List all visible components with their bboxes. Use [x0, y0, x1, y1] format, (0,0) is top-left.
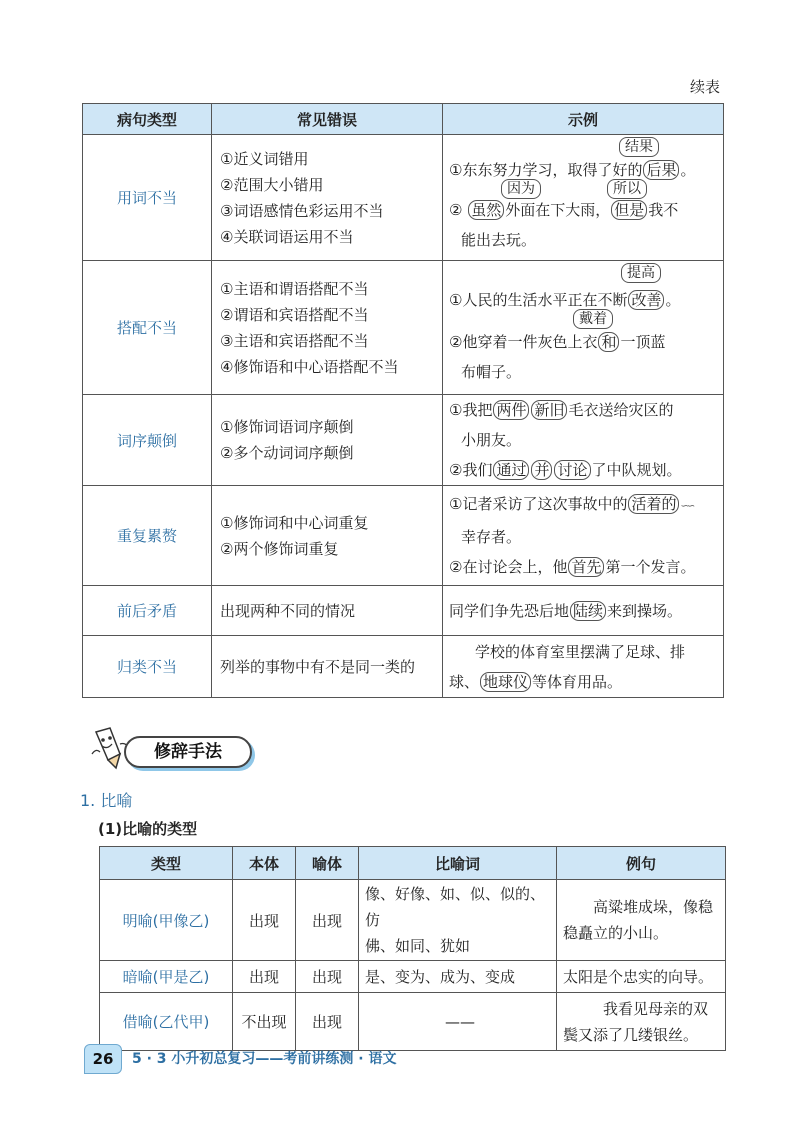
error-item: ①主语和谓语搭配不当	[220, 279, 369, 298]
correction-note: 戴着	[573, 309, 613, 329]
example-line: 幸存者。	[461, 528, 522, 546]
example-text: 了中队规划。	[591, 461, 682, 479]
example-line: 小朋友。	[461, 431, 522, 449]
col-header-examples: 示例	[443, 104, 724, 135]
example-text: ②在讨论会上，他	[449, 558, 568, 576]
marked-word: 两件	[493, 400, 529, 420]
error-item: ②两个修饰词重复	[220, 539, 339, 558]
col-header: 比喻词	[359, 847, 557, 880]
row-errors	[212, 395, 443, 486]
col-header: 喻体	[296, 847, 359, 880]
example-text: 。	[680, 160, 696, 179]
example-line	[449, 310, 723, 357]
row-errors	[212, 261, 443, 395]
marked-word: 陆续	[570, 601, 606, 621]
row-type: 归类不当	[83, 636, 212, 698]
example-line: 鬓又添了几缕银丝。	[563, 1025, 699, 1044]
example-line: 我看见母亲的双	[603, 999, 709, 1018]
example-line: 能出去玩。	[461, 230, 537, 249]
example-text: ①记者采访了这次事故中的	[449, 495, 628, 513]
example-text: 球、	[449, 672, 480, 691]
metaphor-words	[359, 880, 557, 961]
row-examples	[443, 135, 724, 261]
col-header: 例句	[557, 847, 726, 880]
metaphor-words-line: ——	[445, 1012, 475, 1031]
marked-word: 地球仪	[480, 672, 531, 692]
row-examples	[443, 586, 724, 636]
example-line: 太阳是个忠实的向导。	[563, 967, 714, 986]
metaphor-type: 暗喻(甲是乙)	[100, 961, 233, 993]
example-line	[449, 155, 723, 185]
example-line: 学校的体育室里摆满了足球、排	[475, 642, 686, 661]
metaphor-type: 明喻(甲像乙)	[100, 880, 233, 961]
correction-note: 因为	[501, 179, 541, 199]
marked-word: 通过	[493, 460, 529, 480]
marked-word: 首先	[568, 557, 604, 577]
marked-word: 后果	[643, 160, 679, 180]
example-text: 我不	[648, 200, 679, 219]
example-text: 外面在下大雨，	[505, 200, 611, 219]
example-line: 高粱堆成垛，像稳	[593, 898, 714, 916]
marked-word: 并	[531, 460, 552, 480]
metaphor-words-line: 像、好像、如、似、似的、仿	[365, 885, 546, 929]
squiggle-mark: ∽∽	[680, 501, 694, 512]
table-row	[83, 135, 724, 261]
marked-word: 虽然	[468, 200, 504, 220]
vehicle-cell: 出现	[296, 880, 359, 961]
error-item: ③主语和宾语搭配不当	[220, 331, 369, 350]
marked-word: 新旧	[531, 400, 567, 420]
error-item: ②范围大小错用	[220, 175, 324, 194]
row-errors	[212, 135, 443, 261]
metaphor-words-line: 佛、如同、犹如	[365, 937, 471, 955]
col-header: 类型	[100, 847, 233, 880]
metaphor-words-line: 是、变为、成为、变成	[365, 967, 516, 986]
example-text: 。	[665, 290, 681, 309]
example-sentence	[557, 961, 726, 993]
error-item: ②多个动词词序颠倒	[220, 444, 354, 462]
metaphor-words	[359, 961, 557, 993]
example-line	[449, 180, 723, 225]
metaphor-types-table	[99, 846, 726, 1051]
table-row	[100, 993, 726, 1051]
vehicle-cell: 出现	[296, 961, 359, 993]
example-line	[449, 395, 723, 425]
example-text: ①人民的生活水平正在不断	[449, 290, 628, 309]
error-item: ①近义词错用	[220, 149, 309, 168]
vehicle-cell: 出现	[296, 993, 359, 1051]
marked-word: 讨论	[554, 460, 590, 480]
table-row	[100, 880, 726, 961]
error-item: 出现两种不同的情况	[220, 601, 356, 620]
marked-word: 活着的	[628, 494, 679, 514]
marked-word: 改善	[628, 290, 664, 310]
subsection-title: 1. 比喻	[80, 791, 133, 810]
error-item: ④关联词语运用不当	[220, 227, 354, 246]
row-errors	[212, 636, 443, 698]
error-item: 列举的事物中有不是同一类的	[220, 657, 416, 676]
row-examples	[443, 261, 724, 395]
table-row	[83, 586, 724, 636]
section-title: 修辞手法	[124, 736, 252, 768]
tenor-cell: 不出现	[233, 993, 296, 1051]
error-item: ①修饰词语词序颠倒	[220, 418, 354, 436]
row-examples	[443, 395, 724, 486]
correction-note: 提高	[621, 263, 661, 283]
table-row	[83, 486, 724, 586]
table-row	[83, 261, 724, 395]
metaphor-type: 借喻(乙代甲)	[100, 993, 233, 1051]
subsubsection-title: (1)比喻的类型	[98, 820, 198, 838]
marked-word: 但是	[611, 200, 647, 220]
example-text: ②	[449, 200, 468, 219]
example-text: ①我把	[449, 401, 493, 419]
book-title: 5 · 3 小升初总复习——考前讲练测 · 语文	[132, 1051, 397, 1067]
example-text: 一顶蓝	[620, 332, 666, 351]
example-line: 布帽子。	[461, 362, 522, 381]
example-text: ②我们	[449, 461, 493, 479]
example-line	[449, 552, 723, 582]
error-item: ③词语感情色彩运用不当	[220, 201, 384, 220]
tenor-cell: 出现	[233, 961, 296, 993]
example-text: ②他穿着一件灰色上衣	[449, 332, 598, 351]
example-line	[449, 455, 723, 485]
row-type: 重复累赘	[83, 486, 212, 586]
example-line	[449, 667, 723, 697]
example-line	[449, 596, 723, 626]
marked-word: 和	[598, 332, 619, 352]
error-item: ②谓语和宾语搭配不当	[220, 305, 369, 324]
metaphor-words	[359, 993, 557, 1051]
table-row	[83, 636, 724, 698]
example-text: 毛衣送给灾区的	[568, 401, 674, 419]
example-sentence	[557, 880, 726, 961]
table-row	[100, 961, 726, 993]
error-item: ①修饰词和中心词重复	[220, 513, 369, 532]
continuation-label: 续表	[689, 78, 720, 96]
row-errors	[212, 486, 443, 586]
table-row	[83, 395, 724, 486]
row-examples	[443, 636, 724, 698]
example-text: 第一个发言。	[605, 558, 696, 576]
correction-note: 结果	[619, 137, 659, 157]
table-header-row	[83, 104, 724, 135]
row-type: 搭配不当	[83, 261, 212, 395]
example-sentence	[557, 993, 726, 1051]
row-type: 前后矛盾	[83, 586, 212, 636]
table-header-row	[100, 847, 726, 880]
error-item: ④修饰语和中心语搭配不当	[220, 357, 399, 376]
example-line	[449, 489, 723, 522]
correction-note: 所以	[607, 179, 647, 199]
example-text: 来到操场。	[607, 601, 683, 620]
example-text: 等体育用品。	[532, 672, 623, 691]
example-line: 稳矗立的小山。	[563, 924, 669, 942]
section-heading	[86, 724, 256, 774]
tenor-cell: 出现	[233, 880, 296, 961]
row-errors	[212, 586, 443, 636]
col-header: 本体	[233, 847, 296, 880]
row-type: 词序颠倒	[83, 395, 212, 486]
row-examples	[443, 486, 724, 586]
row-type: 用词不当	[83, 135, 212, 261]
example-text: 同学们争先恐后地	[449, 601, 570, 620]
col-header-errors: 常见错误	[212, 104, 443, 135]
col-header-type: 病句类型	[83, 104, 212, 135]
example-text: ①东东努力学习，取得了好的	[449, 160, 643, 179]
faulty-sentence-table	[82, 103, 724, 698]
page-number: 26	[84, 1044, 122, 1074]
